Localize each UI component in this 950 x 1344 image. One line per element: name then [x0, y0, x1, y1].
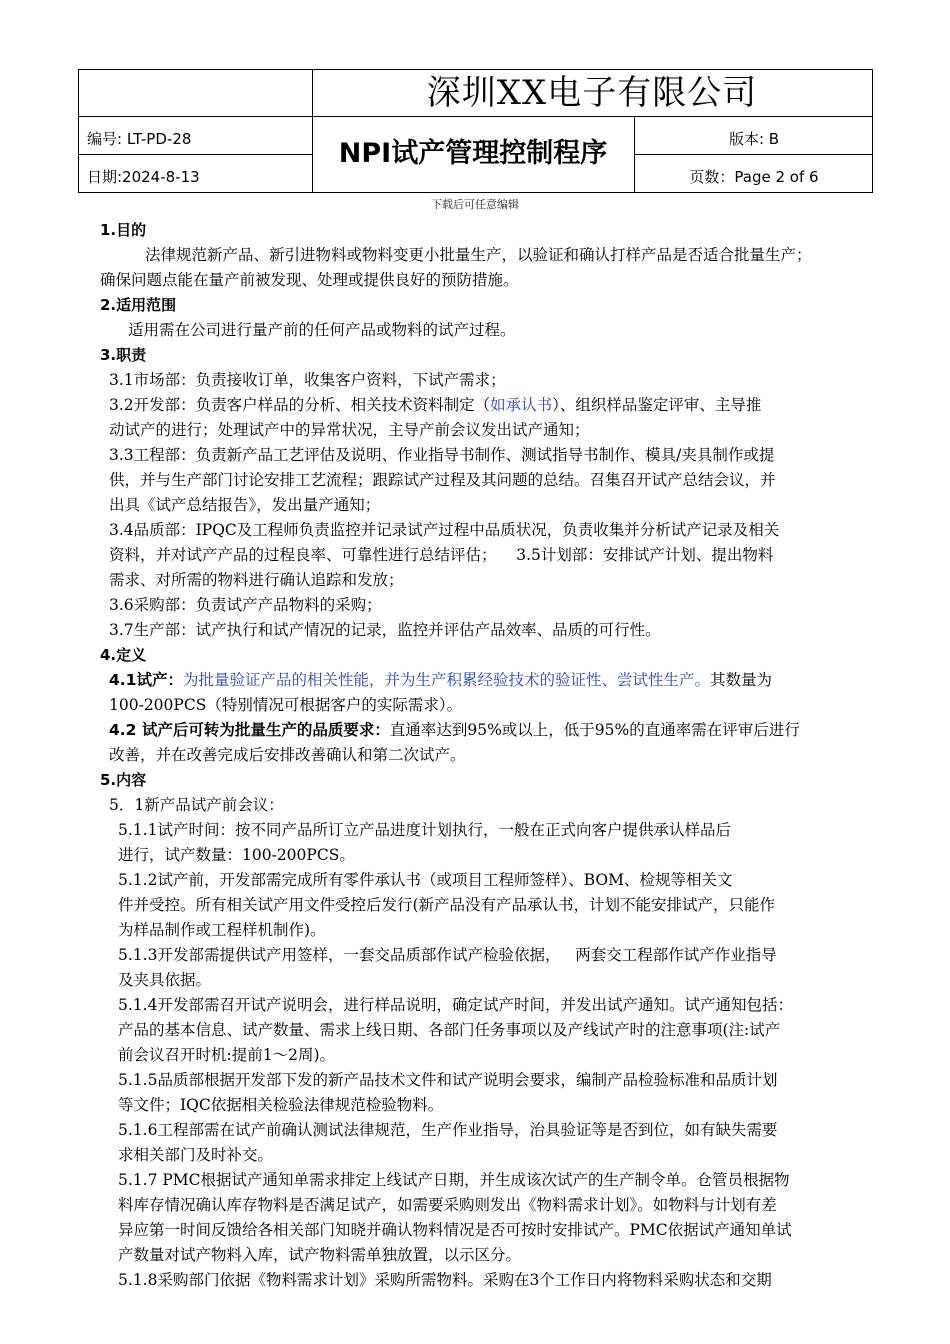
header-table: [78, 69, 873, 193]
text: ）、组织样品鉴定评审、主导推: [552, 396, 762, 414]
paragraph: 出具《试产总结报告》，发出量产通知；: [109, 496, 381, 514]
paragraph: 动试产的进行；处理试产中的异常状况，主导产前会议发出试产通知；: [109, 421, 590, 439]
paragraph: 5．1新产品试产前会议：: [109, 796, 284, 814]
paragraph: 3.1市场部：负责接收订单，收集客户资料，下试产需求；: [109, 371, 506, 389]
paragraph: 3.4品质部：IPQC及工程师负责监控并记录试产过程中品质状况，负责收集并分析试产记录及相关: [109, 521, 780, 539]
paragraph: 3.6采购部：负责试产产品物料的采购；: [109, 596, 382, 614]
paragraph: 确保问题点能在量产前被发现、处理或提供良好的预防措施。: [100, 271, 519, 289]
paragraph: 适用需在公司进行量产前的任何产品或物料的试产过程。: [128, 321, 516, 339]
divider: [79, 154, 312, 155]
paragraph: 需求、对所需的物料进行确认追踪和发放；: [109, 571, 404, 589]
paragraph: 5.1.5品质部根据开发部下发的新产品技术文件和试产说明会要求，编制产品检验标准和品质计划: [118, 1071, 778, 1089]
paragraph: 5.1.6工程部需在试产前确认测试法律规范，生产作业指导，治具验证等是否到位，如有缺失需要: [118, 1121, 778, 1139]
highlighted-text: 为批量验证产品的相关性能，并为生产积累经验技术的验证性、尝试性生产。: [182, 671, 710, 689]
document-body: [100, 218, 885, 1293]
paragraph: 5.1.2试产前，开发部需完成所有零件承认书（或项目工程师签样）、BOM、检规等相关文: [118, 871, 733, 889]
download-note: 下载后可任意编辑: [431, 198, 519, 211]
paragraph: 等文件；IQC依据相关检验法律规范检验物料。: [118, 1096, 444, 1114]
paragraph: 求相关部门及时补交。: [118, 1146, 274, 1164]
paragraph: 3.7生产部：试产执行和试产情况的记录，监控并评估产品效率、品质的可行性。: [109, 621, 661, 639]
document-title: NPI试产管理控制程序: [338, 138, 608, 169]
paragraph: 供，并与生产部门讨论安排工艺流程；跟踪试产过程及其问题的总结。召集召开试产总结会议，并: [109, 471, 776, 489]
page-number: 页数：Page 2 of 6: [689, 168, 819, 186]
paragraph: 5.1.3开发部需提供试产用签样，一套交品质部作试产检验依据， 两套交工程部作试产作业指导: [118, 946, 777, 964]
paragraph: 及夹具依据。: [118, 971, 212, 989]
paragraph: 为样品制作或工程样机制作)。: [118, 921, 326, 939]
section-title: 2.适用范围: [100, 296, 177, 314]
text: 直通率达到95%或以上，低于95%的直通率需在评审后进行: [389, 721, 800, 739]
paragraph: 产数量对试产物料入库，试产物料需单独放置，以示区分。: [118, 1246, 522, 1264]
paragraph: 料库存情况确认库存物料是否满足试产，如需要采购则发出《物料需求计划》。如物料与计划有差: [118, 1196, 777, 1214]
paragraph: 改善，并在改善完成后安排改善确认和第二次试产。: [109, 746, 466, 764]
section-title: 3.职责: [100, 346, 147, 364]
document-version: 版本: B: [728, 130, 780, 148]
paragraph: 5.1.7 PMC根据试产通知单需求排定上线试产日期，并生成该次试产的生产制令单。仓管员根据物: [118, 1171, 790, 1189]
text: 3.2开发部：负责客户样品的分析、相关技术资料制定（: [109, 396, 491, 414]
paragraph: 100-200PCS（特别情况可根据客户的实际需求）。: [109, 696, 463, 714]
paragraph: 异应第一时间反馈给各相关部门知晓并确认物料情况是否可按时安排试产。PMC依据试产通知单试: [118, 1221, 792, 1239]
paragraph: 5.1.4开发部需召开试产说明会，进行样品说明，确定试产时间，并发出试产通知。试产通知包括：: [118, 996, 793, 1014]
paragraph: 产品的基本信息、试产数量、需求上线日期、各部门任务事项以及产线试产时的注意事项(注:试产: [118, 1021, 781, 1039]
paragraph: 3.3工程部：负责新产品工艺评估及说明、作业指导书制作、测试指导书制作、模具/夹具制作或提: [109, 446, 775, 464]
section-title: 5.内容: [100, 771, 147, 789]
section-title: 4.定义: [100, 646, 147, 664]
company-name: 深圳XX电子有限公司: [426, 73, 758, 113]
text: 其数量为: [709, 671, 772, 689]
paragraph: [109, 718, 885, 743]
paragraph: 前会议召开时机:提前1～2周)。: [118, 1046, 335, 1064]
paragraph: [109, 393, 885, 418]
definition-label: 4.1试产：: [109, 671, 183, 689]
paragraph: 件并受控。所有相关试产用文件受控后发行(新产品没有产品承认书，计划不能安排试产，只能作: [118, 896, 776, 914]
section-title: 1.目的: [100, 221, 147, 239]
link-text: 如承认书: [490, 396, 553, 414]
paragraph: 5.1.1试产时间：按不同产品所订立产品进度计划执行，一般在正式向客户提供承认样品后: [118, 821, 731, 839]
paragraph: 进行，试产数量：100-200PCS。: [118, 846, 355, 864]
divider: [634, 154, 872, 155]
definition-label: 4.2 试产后可转为批量生产的品质要求：: [109, 721, 390, 739]
document-date: 日期:2024-8-13: [87, 168, 200, 186]
paragraph: 法律规范新产品、新引进物料或物料变更小批量生产，以验证和确认打样产品是否适合批量生产；: [145, 246, 812, 264]
document-number: 编号: LT-PD-28: [87, 130, 192, 148]
paragraph: 5.1.8采购部门依据《物料需求计划》采购所需物料。采购在3个工作日内将物料采购状态和交期: [118, 1271, 772, 1289]
paragraph: [109, 668, 885, 693]
paragraph: 资料，并对试产产品的过程良率、可靠性进行总结评估； 3.5计划部：安排试产计划、提出物料: [109, 546, 774, 564]
